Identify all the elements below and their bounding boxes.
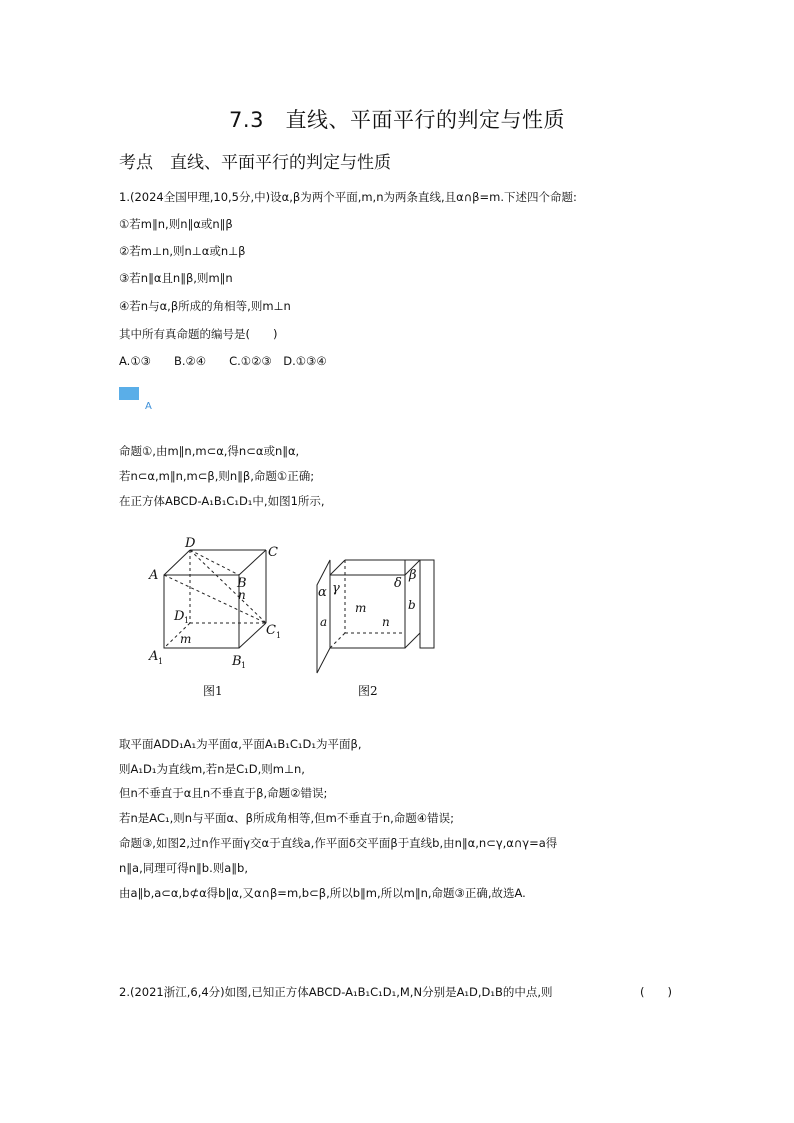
solution-line: 由a∥b,a⊂α,b⊄α得b∥α,又α∩β=m,b⊂β,所以b∥m,所以m∥n,命题③正确,故选A. (119, 886, 526, 900)
q2-stem: 2.(2021浙江,6,4分)如图,已知正方体ABCD-A₁B₁C₁D₁,M,N分别是A₁D,D₁B的中点,则 (119, 985, 553, 999)
label-A: A (149, 568, 159, 583)
q1-prop-2: ②若m⊥n,则n⊥α或n⊥β (119, 244, 246, 258)
q1-stem: 1.(2024全国甲理,10,5分,中)设α,β为两个平面,m,n为两条直线,且α∩β=m.下述四个命题: (119, 190, 577, 204)
label-D: D (185, 536, 196, 551)
label-m2: m (355, 601, 367, 615)
label-D1: D (174, 609, 185, 624)
answer-letter: A (145, 401, 152, 412)
solution-line: 若n⊂α,m∥n,m⊂β,则n∥β,命题①正确; (119, 469, 315, 483)
label-B: B (237, 576, 247, 591)
solution-line: 在正方体ABCD-A₁B₁C₁D₁中,如图1所示, (119, 494, 325, 508)
caption-fig1: 图1 (203, 684, 223, 698)
solution-line: 但n不垂直于α且n不垂直于β,命题②错误; (119, 786, 328, 800)
label-A1: A (149, 649, 159, 664)
solution-line: 命题①,由m∥n,m⊂α,得n⊂α或n∥α, (119, 444, 300, 458)
answer-marker-icon (119, 387, 139, 400)
q1-prop-4: ④若n与α,β所成的角相等,则m⊥n (119, 299, 291, 313)
label-m: m (180, 632, 192, 646)
label-n2: n (382, 615, 390, 629)
q1-options: A.①③ B.②④ C.①②③ D.①③④ (119, 354, 327, 368)
solution-line: 若n是AC₁,则n与平面α、β所成角相等,但m不垂直于n,命题④错误; (119, 811, 454, 825)
label-B1-sub: 1 (241, 661, 247, 670)
figures (140, 530, 450, 705)
label-C: C (268, 545, 278, 560)
solution-line: 取平面ADD₁A₁为平面α,平面A₁B₁C₁D₁为平面β, (119, 737, 362, 751)
caption-fig2: 图2 (358, 684, 378, 698)
figure-diagram (140, 530, 450, 705)
label-delta: δ (394, 576, 402, 591)
q1-ask: 其中所有真命题的编号是( ) (119, 327, 278, 341)
q1-prop-1: ①若m∥n,则n∥α或n∥β (119, 217, 233, 231)
label-C1: C (266, 623, 276, 638)
label-C1-sub: 1 (276, 631, 282, 640)
label-B1: B (232, 654, 242, 669)
page-title: 7.3 直线、平面平行的判定与性质 (229, 108, 565, 132)
solution-line: 则A₁D₁为直线m,若n是C₁D,则m⊥n, (119, 762, 305, 776)
q1-prop-3: ③若n∥α且n∥β,则m∥n (119, 271, 233, 285)
q2-answer-paren: ( ) (640, 985, 672, 999)
label-alpha: α (318, 585, 327, 600)
label-beta: β (409, 568, 417, 583)
label-a: a (320, 615, 328, 629)
plane-beta (420, 560, 434, 648)
solution-line: n∥a,同理可得n∥b.则a∥b, (119, 861, 248, 875)
label-gamma: γ (332, 581, 340, 596)
solution-line: 命题③,如图2,过n作平面γ交α于直线a,作平面δ交平面β于直线b,由n∥α,n⊂γ,α∩γ=a得 (119, 836, 558, 850)
label-A1-sub: 1 (158, 657, 164, 666)
label-D1-sub: 1 (184, 616, 190, 625)
label-n: n (238, 588, 246, 602)
section-heading: 考点 直线、平面平行的判定与性质 (119, 153, 391, 173)
label-b: b (408, 598, 416, 612)
